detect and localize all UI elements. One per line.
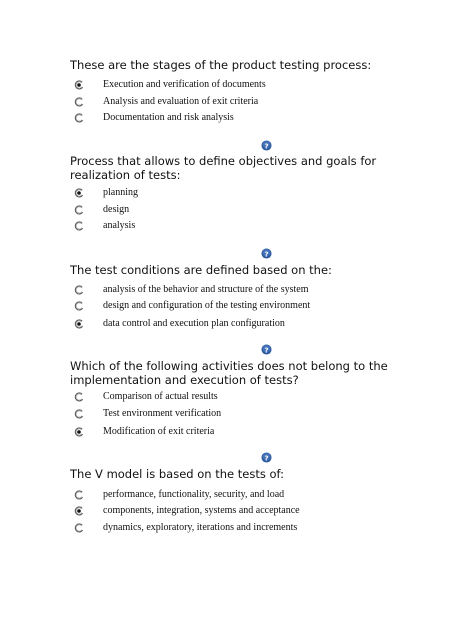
q2-option-3[interactable]	[74, 219, 404, 233]
option-label: Analysis and evaluation of exit criteria	[103, 96, 259, 107]
radio-unselected-icon[interactable]	[74, 285, 84, 295]
option-label: performance, functionality, security, and load	[103, 489, 285, 500]
option-label: analysis of the behavior and structure of the system	[103, 284, 309, 295]
q2-option-1[interactable]	[74, 186, 404, 200]
radio-selected-icon[interactable]	[74, 506, 84, 516]
question-5-title: The V model is based on the tests of:	[70, 467, 285, 481]
option-label: dynamics, exploratory, iterations and increments	[103, 522, 298, 533]
option-label: components, integration, systems and acceptance	[103, 505, 300, 516]
option-label: design	[103, 204, 130, 215]
q4-option-2[interactable]	[74, 407, 404, 421]
q1-option-3[interactable]	[74, 111, 404, 125]
radio-unselected-icon[interactable]	[74, 205, 84, 215]
option-label: Modification of exit criteria	[103, 426, 215, 437]
radio-unselected-icon[interactable]	[74, 113, 84, 123]
q1-option-1[interactable]	[74, 78, 404, 92]
q3-option-1[interactable]	[74, 283, 404, 297]
question-1-title: These are the stages of the product testing process:	[70, 58, 372, 72]
q5-option-1[interactable]	[74, 488, 404, 502]
q2-option-2[interactable]	[74, 203, 404, 217]
option-label: planning	[103, 187, 138, 198]
question-mark-help-icon[interactable]	[261, 452, 272, 463]
question-mark-help-icon[interactable]	[261, 140, 272, 151]
option-label: Test environment verification	[103, 408, 222, 419]
q5-option-2[interactable]	[74, 504, 404, 518]
radio-unselected-icon[interactable]	[74, 301, 84, 311]
question-2-title: Process that allows to define objectives and goals for realization of tests:	[70, 154, 377, 182]
option-label: design and configuration of the testing environment	[103, 300, 311, 311]
question-mark-help-icon[interactable]	[261, 344, 272, 355]
q3-option-2[interactable]	[74, 299, 404, 313]
option-label: analysis	[103, 220, 136, 231]
radio-unselected-icon[interactable]	[74, 392, 84, 402]
q3-option-3[interactable]	[74, 317, 404, 331]
question-4-title: Which of the following activities does not belong to the implementation and execution of tests?	[70, 359, 388, 387]
radio-selected-icon[interactable]	[74, 427, 84, 437]
option-label: Execution and verification of documents	[103, 79, 266, 90]
radio-unselected-icon[interactable]	[74, 490, 84, 500]
option-label: data control and execution plan configuration	[103, 318, 285, 329]
q5-option-3[interactable]	[74, 521, 404, 535]
q4-option-1[interactable]	[74, 390, 404, 404]
radio-selected-icon[interactable]	[74, 80, 84, 90]
radio-unselected-icon[interactable]	[74, 221, 84, 231]
radio-unselected-icon[interactable]	[74, 523, 84, 533]
q1-option-2[interactable]	[74, 95, 404, 109]
radio-unselected-icon[interactable]	[74, 409, 84, 419]
option-label: Comparison of actual results	[103, 391, 218, 402]
question-mark-help-icon[interactable]	[261, 248, 272, 259]
radio-selected-icon[interactable]	[74, 319, 84, 329]
q4-option-3[interactable]	[74, 425, 404, 439]
question-3-title: The test conditions are defined based on the:	[70, 263, 332, 277]
radio-selected-icon[interactable]	[74, 188, 84, 198]
option-label: Documentation and risk analysis	[103, 112, 234, 123]
radio-unselected-icon[interactable]	[74, 97, 84, 107]
